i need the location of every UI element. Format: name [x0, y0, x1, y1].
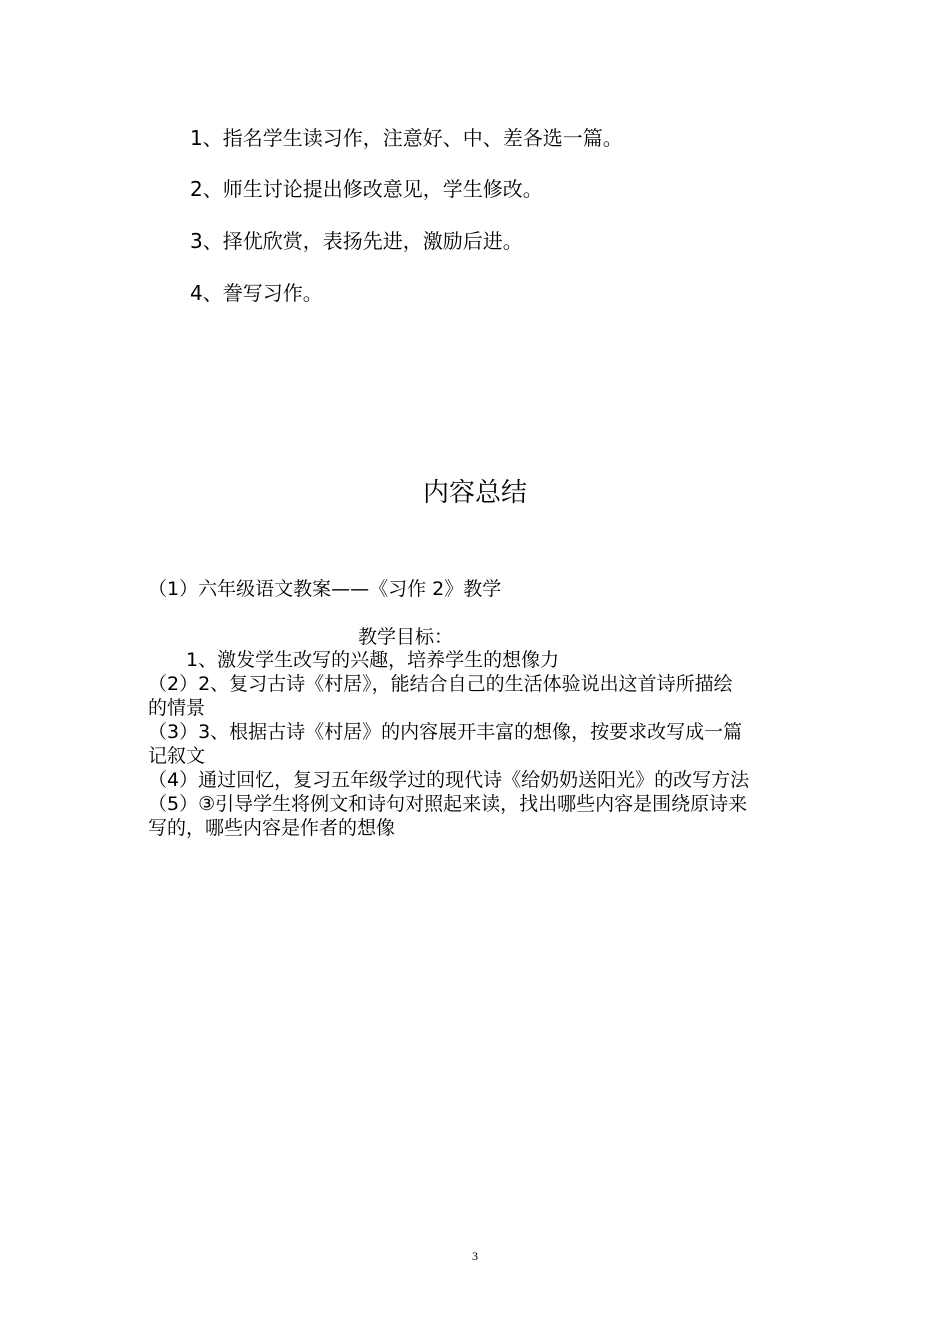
step-4: 4、誊写习作。: [190, 281, 323, 305]
summary-line-1: （1）六年级语文教案——《习作 2》教学: [148, 578, 502, 600]
step-2: 2、师生讨论提出修改意见，学生修改。: [190, 177, 543, 201]
teaching-goals-label: 教学目标：: [358, 626, 454, 648]
summary-line-3: （3）3、根据古诗《村居》的内容展开丰富的想像，按要求改写成一篇: [148, 721, 743, 743]
summary-line-3-cont: 记叙文: [148, 745, 206, 767]
summary-line-5-cont: 写的，哪些内容是作者的想像: [148, 817, 396, 839]
page-number: 3: [472, 1249, 478, 1263]
summary-line-5: （5）③引导学生将例文和诗句对照起来读，找出哪些内容是围绕原诗来: [148, 793, 748, 815]
summary-line-2-cont: 的情景: [148, 697, 206, 719]
goal-item-1: 1、激发学生改写的兴趣，培养学生的想像力: [186, 649, 560, 671]
step-1: 1、指名学生读习作，注意好、中、差各选一篇。: [190, 126, 623, 150]
summary-line-4: （4）通过回忆，复习五年级学过的现代诗《给奶奶送阳光》的改写方法: [148, 769, 750, 791]
step-3: 3、择优欣赏，表扬先进，激励后进。: [190, 229, 523, 253]
summary-heading: 内容总结: [422, 478, 527, 508]
summary-line-2: （2）2、复习古诗《村居》，能结合自己的生活体验说出这首诗所描绘: [148, 673, 733, 695]
